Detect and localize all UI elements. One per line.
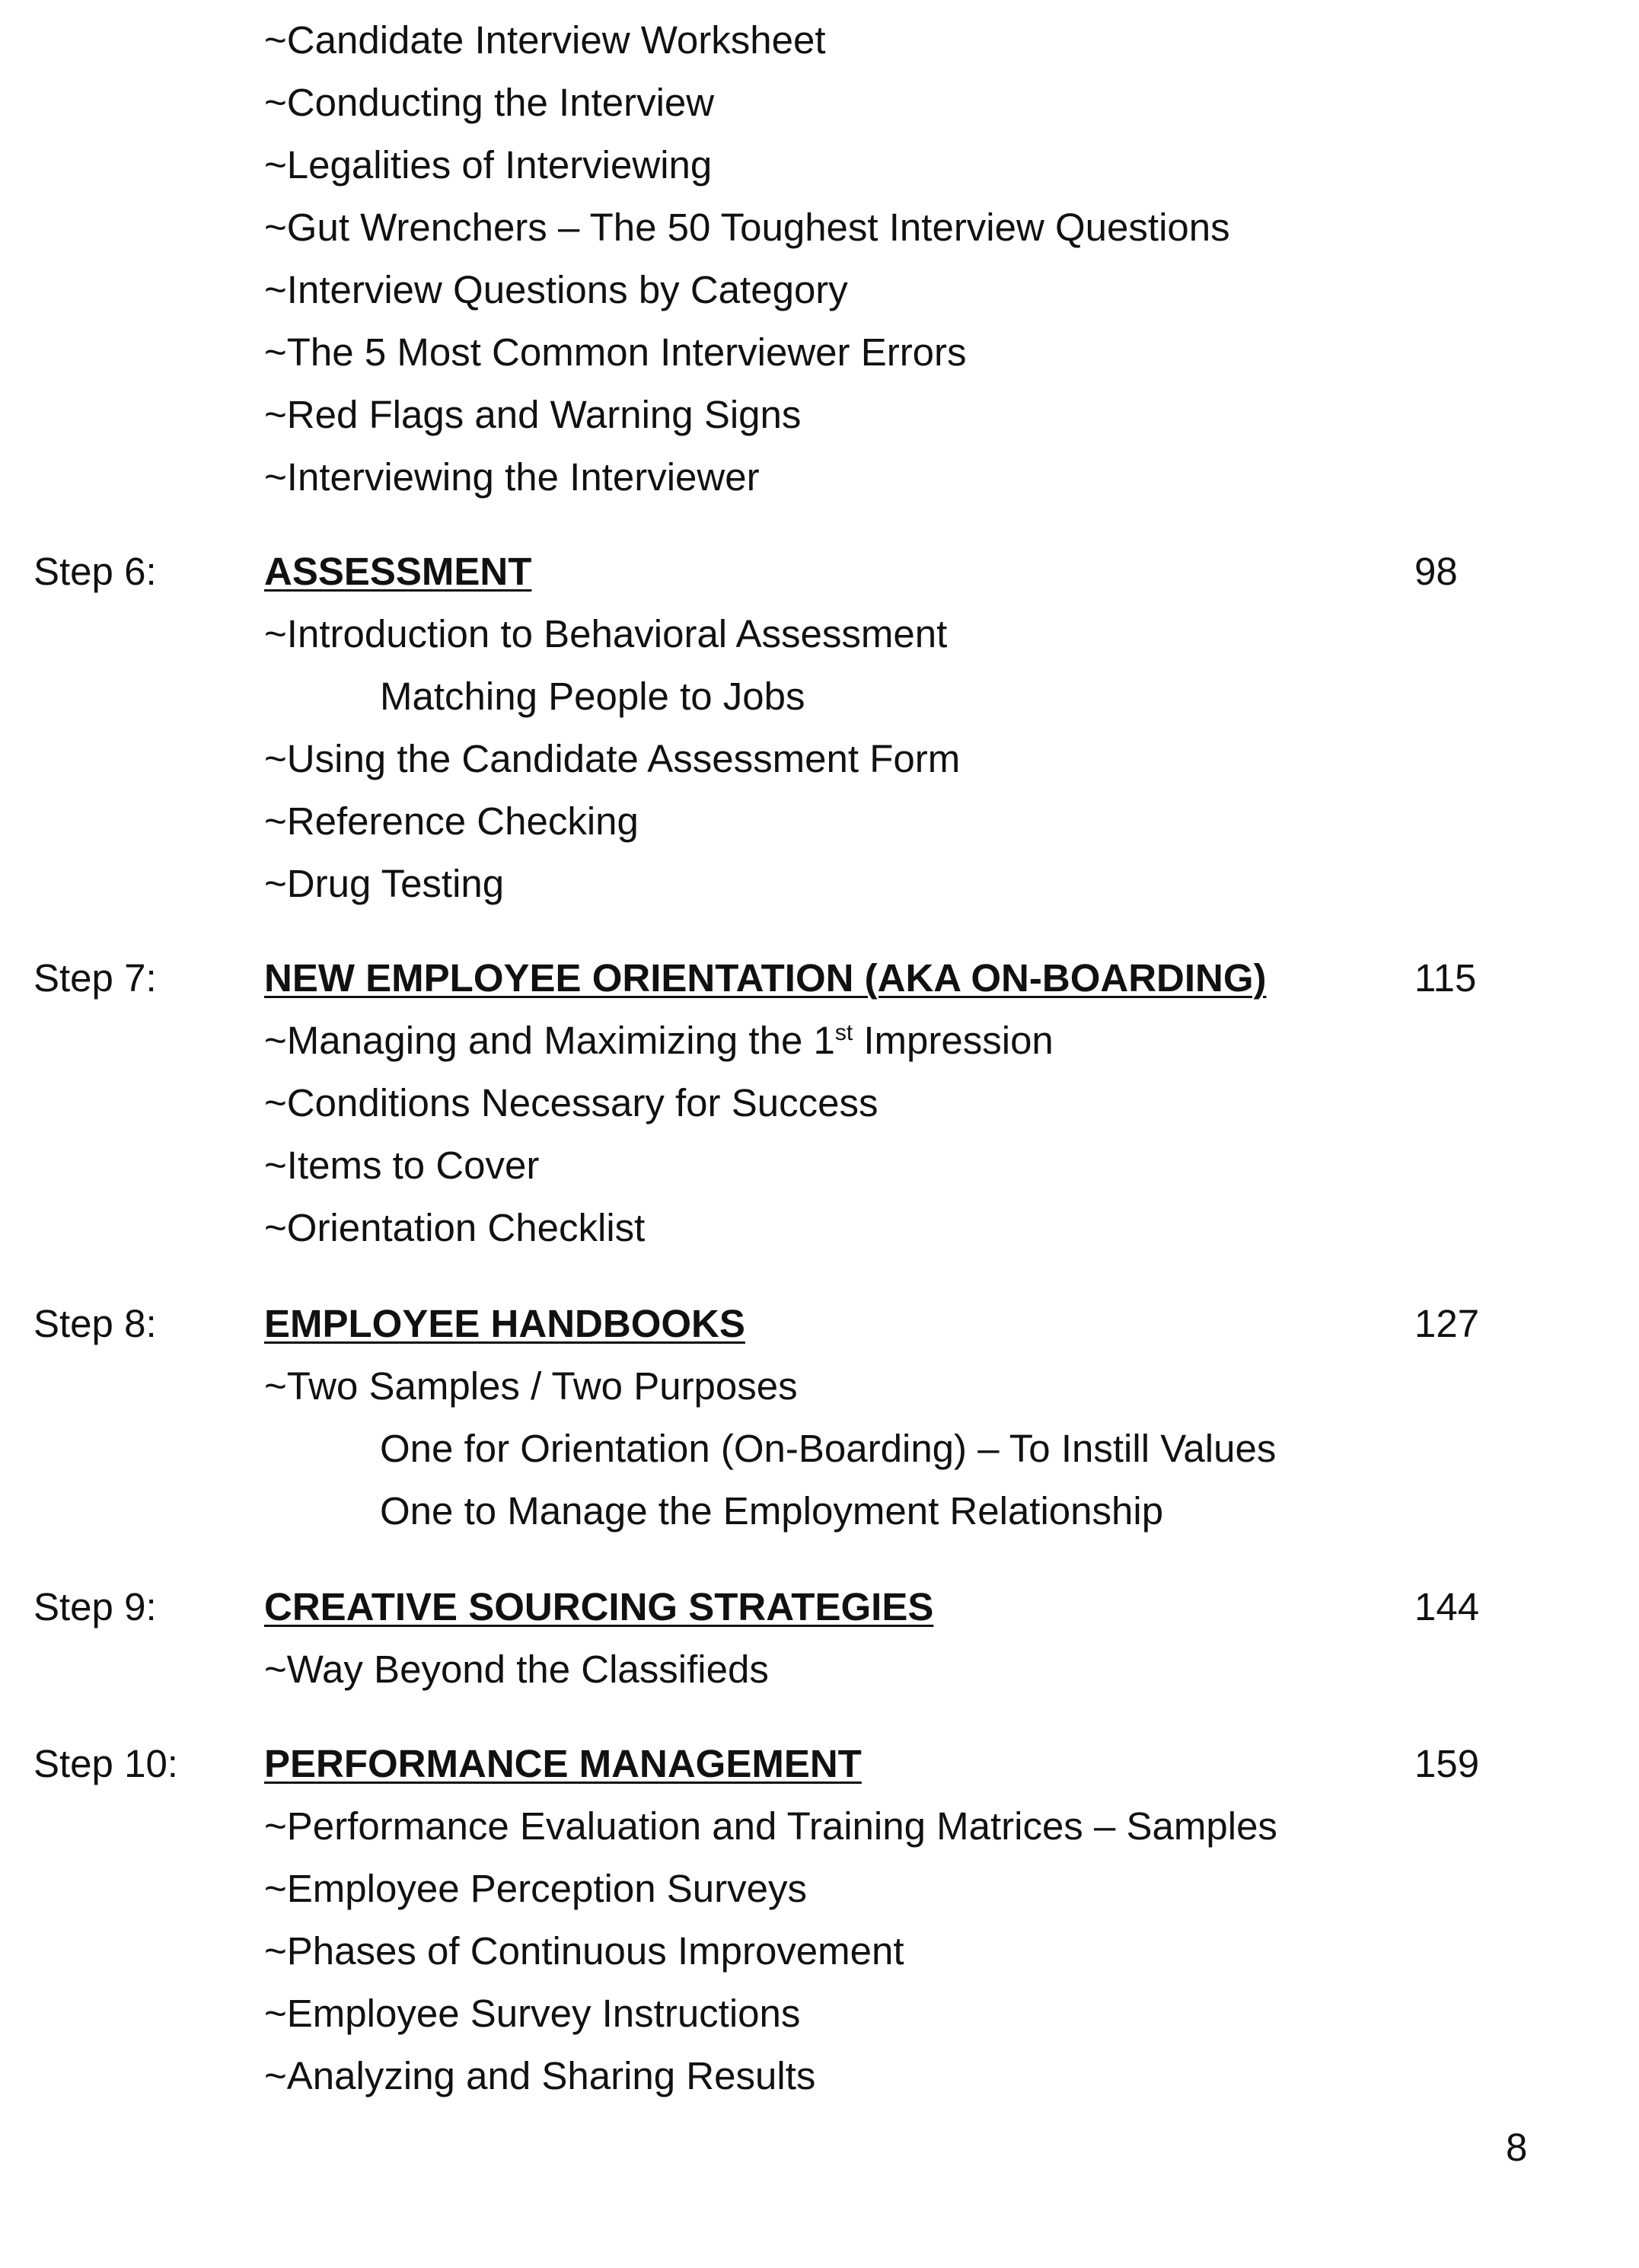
- step-title: EMPLOYEE HANDBOOKS: [264, 1302, 745, 1345]
- toc-item-text: ~Interviewing the Interviewer: [264, 455, 760, 499]
- toc-item-text-part: Impression: [853, 1019, 1054, 1062]
- toc-item-text: ~Employee Survey Instructions: [264, 1992, 801, 2035]
- toc-item-text: ~Items to Cover: [264, 1144, 540, 1187]
- toc-item: [0, 2045, 1639, 2107]
- step-label: Step 10:: [33, 1742, 178, 1785]
- toc-step-header: [0, 1733, 1639, 1795]
- toc-item: [0, 1638, 1639, 1701]
- toc-subitem-text: One for Orientation (On-Boarding) – To Instill Values: [380, 1427, 1277, 1470]
- step-label: Step 6:: [33, 550, 157, 593]
- toc-item: [0, 1072, 1639, 1134]
- toc-item-text: ~Two Samples / Two Purposes: [264, 1364, 798, 1408]
- toc-item: [0, 384, 1639, 446]
- toc-item: [0, 1010, 1639, 1072]
- toc-item: [0, 259, 1639, 321]
- toc-step-header: [0, 947, 1639, 1010]
- toc-step-header: [0, 541, 1639, 603]
- toc-item: [0, 790, 1639, 853]
- step-label: Step 9:: [33, 1585, 157, 1628]
- step-title: PERFORMANCE MANAGEMENT: [264, 1742, 862, 1785]
- toc-item: [0, 853, 1639, 915]
- page-number: 8: [1506, 2126, 1528, 2169]
- toc-item: [0, 446, 1639, 509]
- step-title: CREATIVE SOURCING STRATEGIES: [264, 1585, 934, 1628]
- toc-subitem-text: Matching People to Jobs: [380, 675, 805, 718]
- toc-item: [0, 1920, 1639, 1983]
- toc-item-text: ~Reference Checking: [264, 799, 639, 843]
- step-page-number: 98: [1414, 550, 1458, 593]
- toc-item: [0, 134, 1639, 196]
- toc-item-text: ~Performance Evaluation and Training Matrices – Samples: [264, 1804, 1277, 1848]
- toc-item-text: ~Orientation Checklist: [264, 1206, 646, 1249]
- step-label: Step 7:: [33, 956, 157, 1000]
- toc-item-text: [264, 1010, 1054, 1072]
- toc-item: [0, 603, 1639, 665]
- toc-item-text: ~Conducting the Interview: [264, 81, 715, 124]
- toc-item: [0, 1983, 1639, 2045]
- toc-subitem: [0, 1418, 1639, 1480]
- step-page-number: 144: [1414, 1585, 1480, 1628]
- toc-item: [0, 9, 1639, 72]
- toc-item-text: ~Interview Questions by Category: [264, 268, 848, 311]
- toc-subitem: [0, 665, 1639, 728]
- toc-item: [0, 1795, 1639, 1858]
- toc-item: [0, 728, 1639, 790]
- toc-item-text-part: ~Managing and Maximizing the 1: [264, 1019, 835, 1062]
- toc-item-text: ~Conditions Necessary for Success: [264, 1081, 878, 1124]
- toc-item-text: ~Candidate Interview Worksheet: [264, 18, 826, 62]
- toc-item-text: ~Using the Candidate Assessment Form: [264, 737, 961, 780]
- toc-item-text: ~Way Beyond the Classifieds: [264, 1648, 769, 1691]
- toc-item-text: ~Red Flags and Warning Signs: [264, 393, 802, 436]
- step-title: NEW EMPLOYEE ORIENTATION (AKA ON-BOARDING): [264, 956, 1267, 1000]
- toc-item-text: ~Phases of Continuous Improvement: [264, 1929, 904, 1973]
- toc-item-text: ~Employee Perception Surveys: [264, 1867, 807, 1910]
- toc-item: [0, 196, 1639, 259]
- toc-item: [0, 1134, 1639, 1197]
- step-title: ASSESSMENT: [264, 550, 532, 593]
- toc-item-text: ~Introduction to Behavioral Assessment: [264, 612, 948, 656]
- toc-step-header: [0, 1293, 1639, 1355]
- toc-subitem: [0, 1480, 1639, 1542]
- toc-item: [0, 1858, 1639, 1920]
- toc-item-text: ~Legalities of Interviewing: [264, 143, 713, 187]
- step-label: Step 8:: [33, 1302, 157, 1345]
- step-page-number: 115: [1414, 956, 1477, 1000]
- toc-item: [0, 72, 1639, 134]
- toc-step-header: [0, 1576, 1639, 1638]
- toc-subitem-text: One to Manage the Employment Relationship: [380, 1489, 1164, 1533]
- toc-item-text: ~Gut Wrenchers – The 50 Toughest Interview Questions: [264, 206, 1230, 249]
- ordinal-suffix: st: [834, 1020, 853, 1045]
- toc-item: [0, 321, 1639, 384]
- toc-item-text: ~Analyzing and Sharing Results: [264, 2054, 816, 2097]
- toc-item: [0, 1355, 1639, 1418]
- step-page-number: 159: [1414, 1742, 1480, 1785]
- step-page-number: 127: [1414, 1302, 1480, 1345]
- toc-item: [0, 1197, 1639, 1259]
- toc-item-text: ~Drug Testing: [264, 862, 505, 905]
- toc-item-text: ~The 5 Most Common Interviewer Errors: [264, 330, 967, 374]
